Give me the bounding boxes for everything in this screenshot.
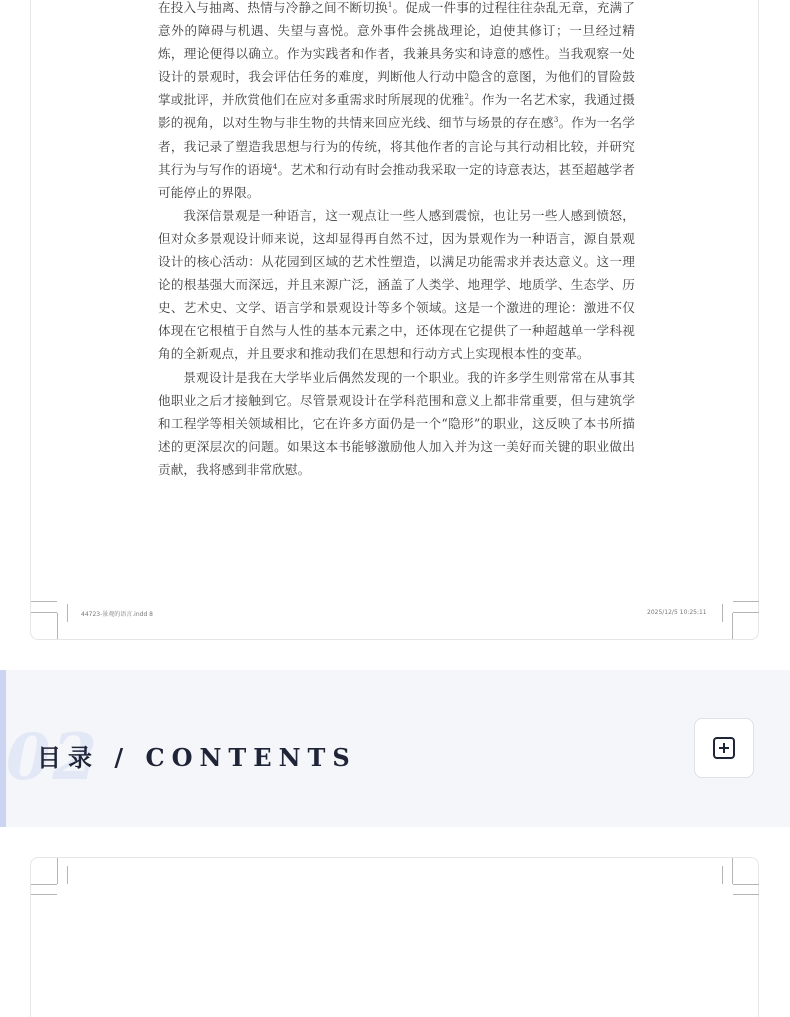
paragraph-1: 在投入与抽离、热情与冷静之间不断切换$^1$。促成一件事的过程往往杂乱无章，充满了意外的障碍与机遇、失望与喜悦。意外事件会挑战理论，迫使其修订；一旦经过精炼，理论便得以确立。作为实践者和作者，我兼具务实和诗意的感性。当我观察一处设计的景观时，我会评估任务的难度，判断他人行动中隐含的意图，为他们的冒险鼓掌或批评，并欣赏他们在应对多重需求时所展现的优雅$^2$。作为一名艺术家，我通过摄影的视角，以对生物与非生物的共情来回应光线、细节与场景的存在感$^3$。作为一名学者，我记录了塑造我思想与行为的传统，将其他作者的言论与其行动相比较，并研究其行为与写作的语境$^4$。艺术和行动有时会推动我采取一定的诗意表达，甚至超越学者可能停止的界限。	[158, 0, 635, 200]
crop-mark	[732, 613, 733, 639]
footnote-marker: 4	[272, 162, 278, 171]
footnote-marker: 1	[387, 1, 393, 9]
footnote-marker: 3	[553, 116, 559, 125]
book-page-preview	[30, 857, 759, 1017]
section-number: 02	[6, 720, 100, 795]
page-body-text	[158, 0, 635, 481]
crop-mark	[31, 601, 57, 602]
crop-mark	[722, 866, 723, 884]
paragraph-3: 景观设计是我在大学毕业后偶然发现的一个职业。我的许多学生则常常在从事其他职业之后才接触到它。尽管景观设计在学科范围和意义上都非常重要，但与建筑学和工程学等相关领域相比，它在许多方面仍是一个“隐形”的职业，这反映了本书所描述的更深层次的问题。如果这本书能够激励他人加入并为这一美好而关键的职业做出贡献，我将感到非常欣慰。	[158, 369, 635, 477]
crop-mark	[31, 612, 57, 613]
crop-mark	[733, 894, 759, 895]
print-slug-timestamp: 2025/12/5 10:25:11	[647, 609, 707, 616]
crop-mark	[67, 866, 68, 884]
crop-mark	[67, 604, 68, 622]
crop-mark	[31, 894, 57, 895]
crop-mark	[732, 858, 733, 884]
footnote-marker: 2	[464, 93, 469, 102]
crop-mark	[733, 612, 759, 613]
crop-mark	[733, 884, 759, 885]
expand-section-button[interactable]	[694, 718, 754, 778]
paragraph-2: 我深信景观是一种语言，这一观点让一些人感到震惊，也让另一些人感到愤怒，但对众多景观设计师来说，这却显得再自然不过，因为景观作为一种语言，源自景观设计的核心活动：从花园到区域的艺术性塑造，以满足功能需求并表达意义。这一理论的根基强大而深远，并且来源广泛，涵盖了人类学、地理学、地质学、生态学、历史、艺术史、文学、语言学和景观设计等多个领域。这是一个激进的理论：激进不仅体现在它根植于自然与人性的基本元素之中，还体现在它提供了一种超越单一学科视角的全新观点，并且要求和推动我们在思想和行动方式上实现根本性的变革。	[158, 207, 635, 362]
book-page-preview	[30, 0, 759, 640]
print-slug-filename: 44723-景观的语言.indd 8	[81, 611, 153, 618]
crop-mark	[57, 858, 58, 884]
crop-mark	[733, 601, 759, 602]
section-title: 目录 / CONTENTS	[37, 743, 357, 772]
crop-mark	[57, 613, 58, 639]
plus-square-icon	[711, 735, 737, 761]
crop-mark	[722, 604, 723, 622]
crop-mark	[31, 884, 57, 885]
